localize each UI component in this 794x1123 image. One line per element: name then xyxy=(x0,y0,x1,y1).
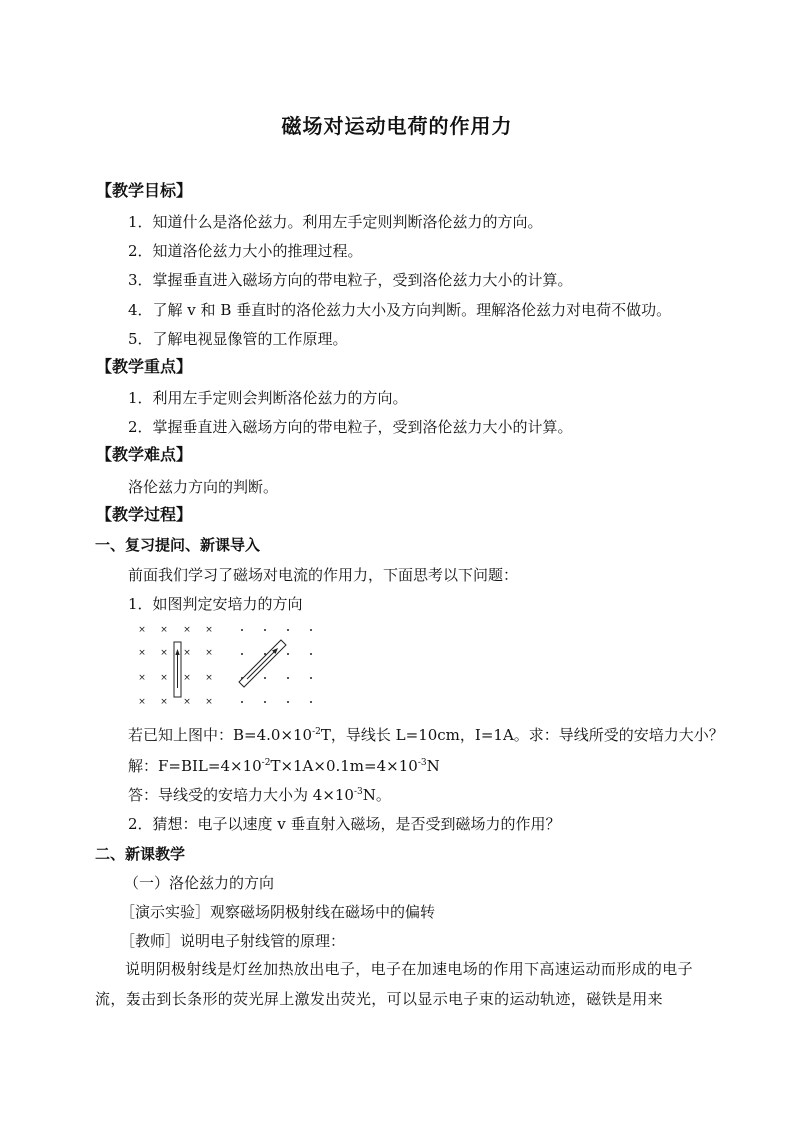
calc-question: 若已知上图中：$B=4.0\times 10^{-2}T$，导线长 L=10cm，I=1A。求：导线所受的安培力大小？ xyxy=(128,726,724,744)
question-2: 2．猜想：电子以速度 v 垂直射入磁场，是否受到磁场力的作用？ xyxy=(128,815,561,833)
section-1-intro: 前面我们学习了磁场对电流的作用力，下面思考以下问题： xyxy=(128,566,519,584)
focus-item-2: 2．掌握垂直进入磁场方向的带电粒子，受到洛伦兹力大小的计算。 xyxy=(128,418,573,436)
page-title: 磁场对运动电荷的作用力 xyxy=(281,114,513,138)
goal-item-2: 2．知道洛伦兹力大小的推理过程。 xyxy=(128,242,363,260)
teacher-note: ［教师］说明电子射线管的原理： xyxy=(120,932,346,950)
svg-text:×: × xyxy=(160,648,168,658)
svg-text:×: × xyxy=(160,625,168,635)
process-header: 【教学过程】 xyxy=(96,505,193,524)
goal-item-3: 3．掌握垂直进入磁场方向的带电粒子，受到洛伦兹力大小的计算。 xyxy=(128,271,573,289)
subsection-1-title: （一）洛伦兹力的方向 xyxy=(124,874,275,892)
question-1: 1．如图判定安培力的方向 xyxy=(128,595,303,613)
difficulty-header: 【教学难点】 xyxy=(96,445,193,464)
difficulty-text: 洛伦兹力方向的判断。 xyxy=(128,478,279,496)
magnetic-field-figure xyxy=(128,618,328,713)
section-2-title: 二、新课教学 xyxy=(95,845,186,863)
svg-text:×: × xyxy=(160,697,168,707)
svg-text:×: × xyxy=(138,673,146,683)
svg-text:×: × xyxy=(205,697,213,707)
solution-line: 解：$F=BIL=4\times 10^{-2}T\times 1A\times 0.1m=4\times 10^{-3}N$ xyxy=(128,757,440,775)
svg-text:×: × xyxy=(205,673,213,683)
section-1-title: 一、复习提问、新课导入 xyxy=(95,536,261,554)
svg-text:×: × xyxy=(160,673,168,683)
explanation-paragraph: 说明阴极射线是灯丝加热放出电子，电子在加速电场的作用下高速运动而形成的电子流，轰击到长条形的荧光屏上激发出荧光，可以显示电子束的运动轨迹，磁铁是用来 xyxy=(95,960,693,1008)
svg-text:×: × xyxy=(183,673,191,683)
goal-item-5: 5．了解电视显像管的工作原理。 xyxy=(128,330,348,348)
wire-vertical xyxy=(174,642,181,697)
demo-experiment: ［演示实验］观察磁场阴极射线在磁场中的偏转 xyxy=(120,903,436,921)
svg-text:×: × xyxy=(183,697,191,707)
goal-item-4: 4．了解 v 和 B 垂直时的洛伦兹力大小及方向判断。理解洛伦兹力对电荷不做功。 xyxy=(128,301,672,319)
goals-header: 【教学目标】 xyxy=(96,181,193,200)
svg-text:×: × xyxy=(205,648,213,658)
svg-text:×: × xyxy=(183,648,191,658)
svg-text:×: × xyxy=(138,648,146,658)
goal-item-1: 1．知道什么是洛伦兹力。利用左手定则判断洛伦兹力的方向。 xyxy=(128,213,543,231)
focus-item-1: 1．利用左手定则会判断洛伦兹力的方向。 xyxy=(128,389,408,407)
svg-text:×: × xyxy=(205,625,213,635)
svg-text:×: × xyxy=(183,625,191,635)
svg-text:×: × xyxy=(138,625,146,635)
field-out-of-page-dots xyxy=(241,629,312,703)
answer-line: 答：导线受的安培力大小为 $4\times 10^{-3}N$。 xyxy=(128,786,391,804)
svg-text:×: × xyxy=(138,697,146,707)
wire-diagonal xyxy=(239,640,286,687)
focus-header: 【教学重点】 xyxy=(96,357,193,376)
